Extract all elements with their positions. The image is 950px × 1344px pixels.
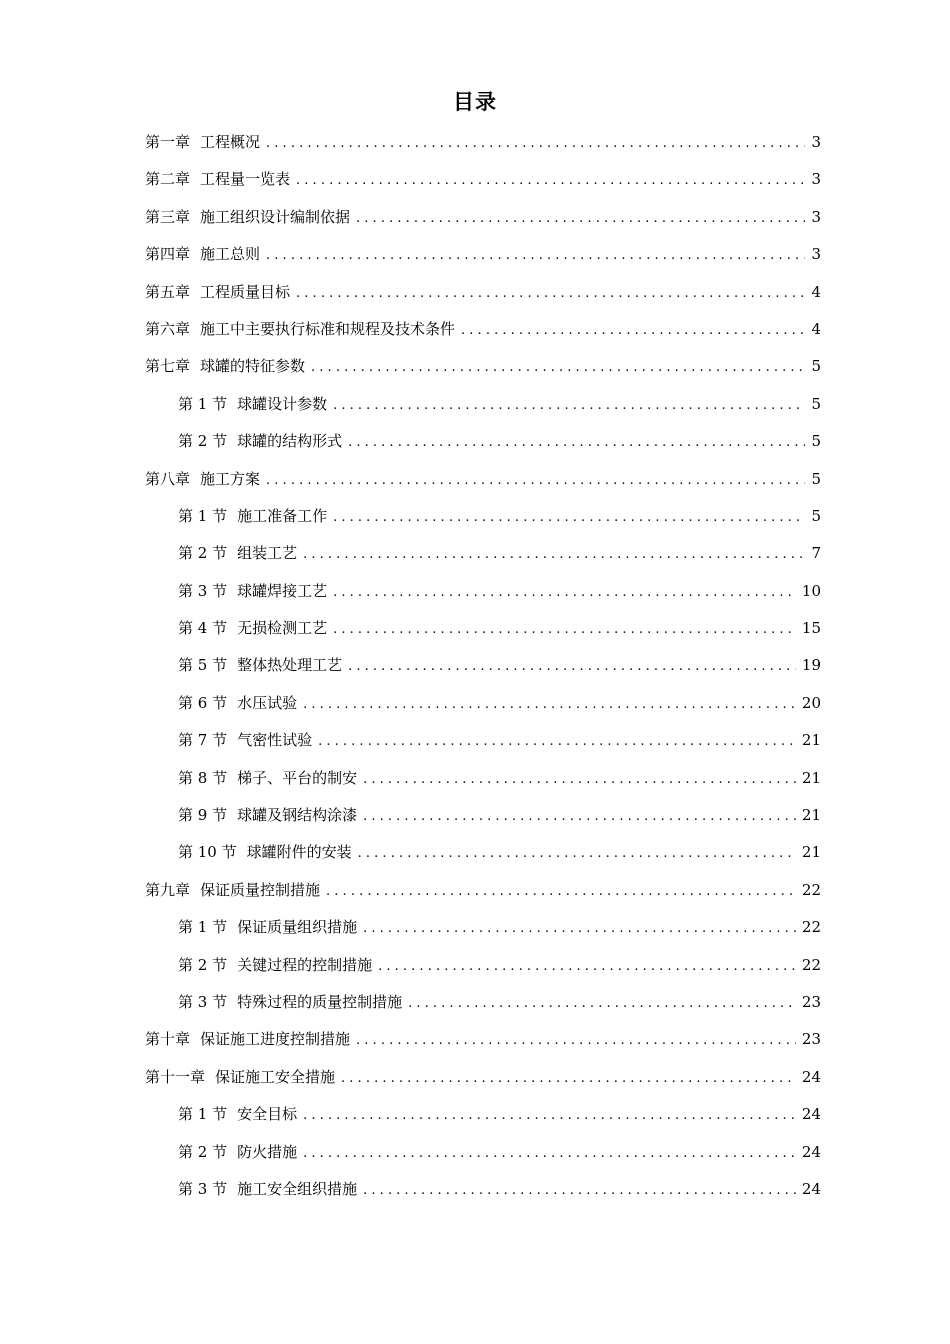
dot-leader [303, 536, 805, 573]
entry-number: 第三章 [145, 207, 191, 226]
entry-title: 球罐焊接工艺 [237, 581, 328, 600]
dot-leader [356, 200, 805, 237]
dot-leader [363, 910, 796, 947]
toc-section-entry[interactable] [145, 498, 821, 535]
entry-number: 第 3 节 [178, 992, 228, 1011]
toc-chapter-entry[interactable] [145, 236, 821, 273]
toc-section-entry[interactable] [145, 909, 821, 946]
toc-section-entry[interactable] [145, 797, 821, 834]
entry-title: 保证施工安全措施 [215, 1067, 336, 1086]
toc-section-entry[interactable] [145, 423, 821, 460]
entry-number: 第 4 节 [178, 619, 228, 638]
toc-chapter-entry[interactable] [145, 461, 821, 498]
dot-leader [408, 985, 796, 1022]
entry-number: 第一章 [145, 133, 191, 151]
entry-number: 第 5 节 [178, 656, 228, 675]
dot-leader [348, 424, 805, 461]
entry-number: 第四章 [145, 245, 191, 264]
entry-page-number: 21 [801, 806, 821, 825]
entry-number: 第 10 节 [178, 843, 237, 862]
entry-title: 整体热处理工艺 [237, 656, 343, 675]
dot-leader [363, 798, 796, 835]
toc-chapter-entry[interactable] [145, 1021, 821, 1058]
dot-leader [303, 686, 796, 723]
entry-page-number: 5 [811, 394, 821, 413]
entry-number: 第 9 节 [178, 806, 228, 825]
entry-title: 施工组织设计编制依据 [200, 207, 351, 226]
toc-chapter-entry[interactable] [145, 872, 821, 909]
entry-title: 组装工艺 [237, 544, 298, 563]
entry-page-number: 21 [801, 731, 821, 750]
toc-chapter-entry[interactable] [145, 1059, 821, 1096]
entry-page-number: 19 [801, 656, 821, 675]
dot-leader [266, 125, 805, 162]
entry-page-number: 24 [801, 1067, 821, 1086]
dot-leader [378, 948, 796, 985]
entry-page-number: 3 [811, 207, 821, 226]
entry-number: 第 2 节 [178, 955, 228, 974]
toc-section-entry[interactable] [145, 834, 821, 871]
dot-leader [333, 387, 805, 424]
entry-page-number: 3 [811, 170, 821, 189]
entry-number: 第十章 [145, 1030, 191, 1049]
toc-section-entry[interactable] [145, 610, 821, 647]
entry-title: 施工中主要执行标准和规程及技术条件 [200, 319, 456, 338]
toc-section-entry[interactable] [145, 573, 821, 610]
toc-list [145, 124, 821, 1208]
entry-number: 第 1 节 [178, 506, 228, 525]
toc-chapter-entry[interactable] [145, 161, 821, 198]
dot-leader [341, 1060, 796, 1097]
toc-section-entry[interactable] [145, 647, 821, 684]
toc-section-entry[interactable] [145, 947, 821, 984]
entry-number: 第七章 [145, 357, 191, 376]
entry-title: 保证质量组织措施 [237, 918, 358, 937]
dot-leader [358, 835, 796, 872]
entry-page-number: 24 [801, 1105, 821, 1124]
entry-number: 第八章 [145, 469, 191, 488]
entry-page-number: 3 [811, 133, 821, 151]
entry-number: 第六章 [145, 319, 191, 338]
dot-leader [461, 312, 805, 349]
entry-page-number: 5 [811, 469, 821, 488]
dot-leader [296, 275, 805, 312]
entry-page-number: 20 [801, 693, 821, 712]
entry-number: 第 6 节 [178, 693, 228, 712]
entry-title: 梯子、平台的制安 [237, 768, 358, 787]
entry-page-number: 3 [811, 245, 821, 264]
entry-page-number: 5 [811, 357, 821, 376]
toc-section-entry[interactable] [145, 1171, 821, 1208]
entry-number: 第 3 节 [178, 1179, 228, 1198]
entry-title: 施工总则 [200, 245, 261, 264]
dot-leader [296, 162, 805, 199]
entry-number: 第 3 节 [178, 581, 228, 600]
entry-title: 保证质量控制措施 [200, 880, 321, 899]
entry-title: 球罐附件的安装 [246, 843, 352, 862]
dot-leader [266, 237, 805, 274]
entry-title: 保证施工进度控制措施 [200, 1030, 351, 1049]
entry-page-number: 5 [811, 432, 821, 451]
entry-title: 无损检测工艺 [237, 619, 328, 638]
dot-leader [311, 349, 805, 386]
entry-number: 第十一章 [145, 1067, 206, 1086]
toc-title: 目录 [453, 90, 497, 114]
entry-page-number: 21 [801, 768, 821, 787]
toc-chapter-entry[interactable] [145, 274, 821, 311]
dot-leader [303, 1097, 796, 1134]
dot-leader [356, 1022, 796, 1059]
entry-title: 工程质量目标 [200, 282, 291, 301]
entry-title: 施工安全组织措施 [237, 1179, 358, 1198]
entry-number: 第五章 [145, 282, 191, 301]
toc-section-entry[interactable] [145, 535, 821, 572]
entry-number: 第 1 节 [178, 1105, 228, 1124]
entry-number: 第 2 节 [178, 432, 228, 451]
dot-leader [333, 611, 796, 648]
entry-title: 工程量一览表 [200, 170, 291, 189]
toc-section-entry[interactable] [145, 760, 821, 797]
dot-leader [266, 462, 805, 499]
entry-number: 第 2 节 [178, 1142, 228, 1161]
dot-leader [363, 761, 796, 798]
entry-title: 工程概况 [200, 133, 261, 151]
entry-title: 施工准备工作 [237, 506, 328, 525]
dot-leader [318, 723, 796, 760]
entry-page-number: 10 [801, 581, 821, 600]
entry-number: 第 1 节 [178, 394, 228, 413]
dot-leader [326, 873, 796, 910]
entry-title: 球罐设计参数 [237, 394, 328, 413]
entry-number: 第二章 [145, 170, 191, 189]
toc-section-entry[interactable] [145, 1096, 821, 1133]
entry-number: 第 2 节 [178, 544, 228, 563]
entry-title: 水压试验 [237, 693, 298, 712]
entry-title: 安全目标 [237, 1105, 298, 1124]
toc-chapter-entry[interactable] [145, 199, 821, 236]
entry-title: 施工方案 [200, 469, 261, 488]
entry-title: 防火措施 [237, 1142, 298, 1161]
toc-chapter-entry[interactable] [145, 348, 821, 385]
entry-title: 球罐的特征参数 [200, 357, 306, 376]
entry-page-number: 22 [801, 880, 821, 899]
entry-number: 第九章 [145, 880, 191, 899]
toc-section-entry[interactable] [145, 1134, 821, 1171]
entry-page-number: 22 [801, 955, 821, 974]
toc-section-entry[interactable] [145, 386, 821, 423]
dot-leader [348, 648, 796, 685]
entry-number: 第 8 节 [178, 768, 228, 787]
entry-page-number: 21 [801, 843, 821, 862]
dot-leader [363, 1172, 796, 1209]
entry-title: 球罐的结构形式 [237, 432, 343, 451]
entry-page-number: 24 [801, 1142, 821, 1161]
entry-page-number: 24 [801, 1179, 821, 1198]
entry-title: 气密性试验 [237, 731, 313, 750]
toc-chapter-entry[interactable] [145, 311, 821, 348]
toc-chapter-entry[interactable] [145, 124, 821, 161]
entry-number: 第 7 节 [178, 731, 228, 750]
entry-page-number: 5 [811, 506, 821, 525]
entry-number: 第 1 节 [178, 918, 228, 937]
dot-leader [333, 499, 805, 536]
entry-title: 球罐及钢结构涂漆 [237, 806, 358, 825]
entry-title: 特殊过程的质量控制措施 [237, 992, 403, 1011]
toc-section-entry[interactable] [145, 722, 821, 759]
toc-section-entry[interactable] [145, 984, 821, 1021]
toc-section-entry[interactable] [145, 685, 821, 722]
dot-leader [303, 1135, 796, 1172]
dot-leader [333, 574, 796, 611]
entry-page-number: 7 [811, 544, 821, 563]
entry-page-number: 15 [801, 619, 821, 638]
entry-page-number: 4 [811, 282, 821, 301]
entry-page-number: 23 [801, 992, 821, 1011]
entry-page-number: 4 [811, 319, 821, 338]
entry-title: 关键过程的控制措施 [237, 955, 373, 974]
entry-page-number: 22 [801, 918, 821, 937]
entry-page-number: 23 [801, 1030, 821, 1049]
